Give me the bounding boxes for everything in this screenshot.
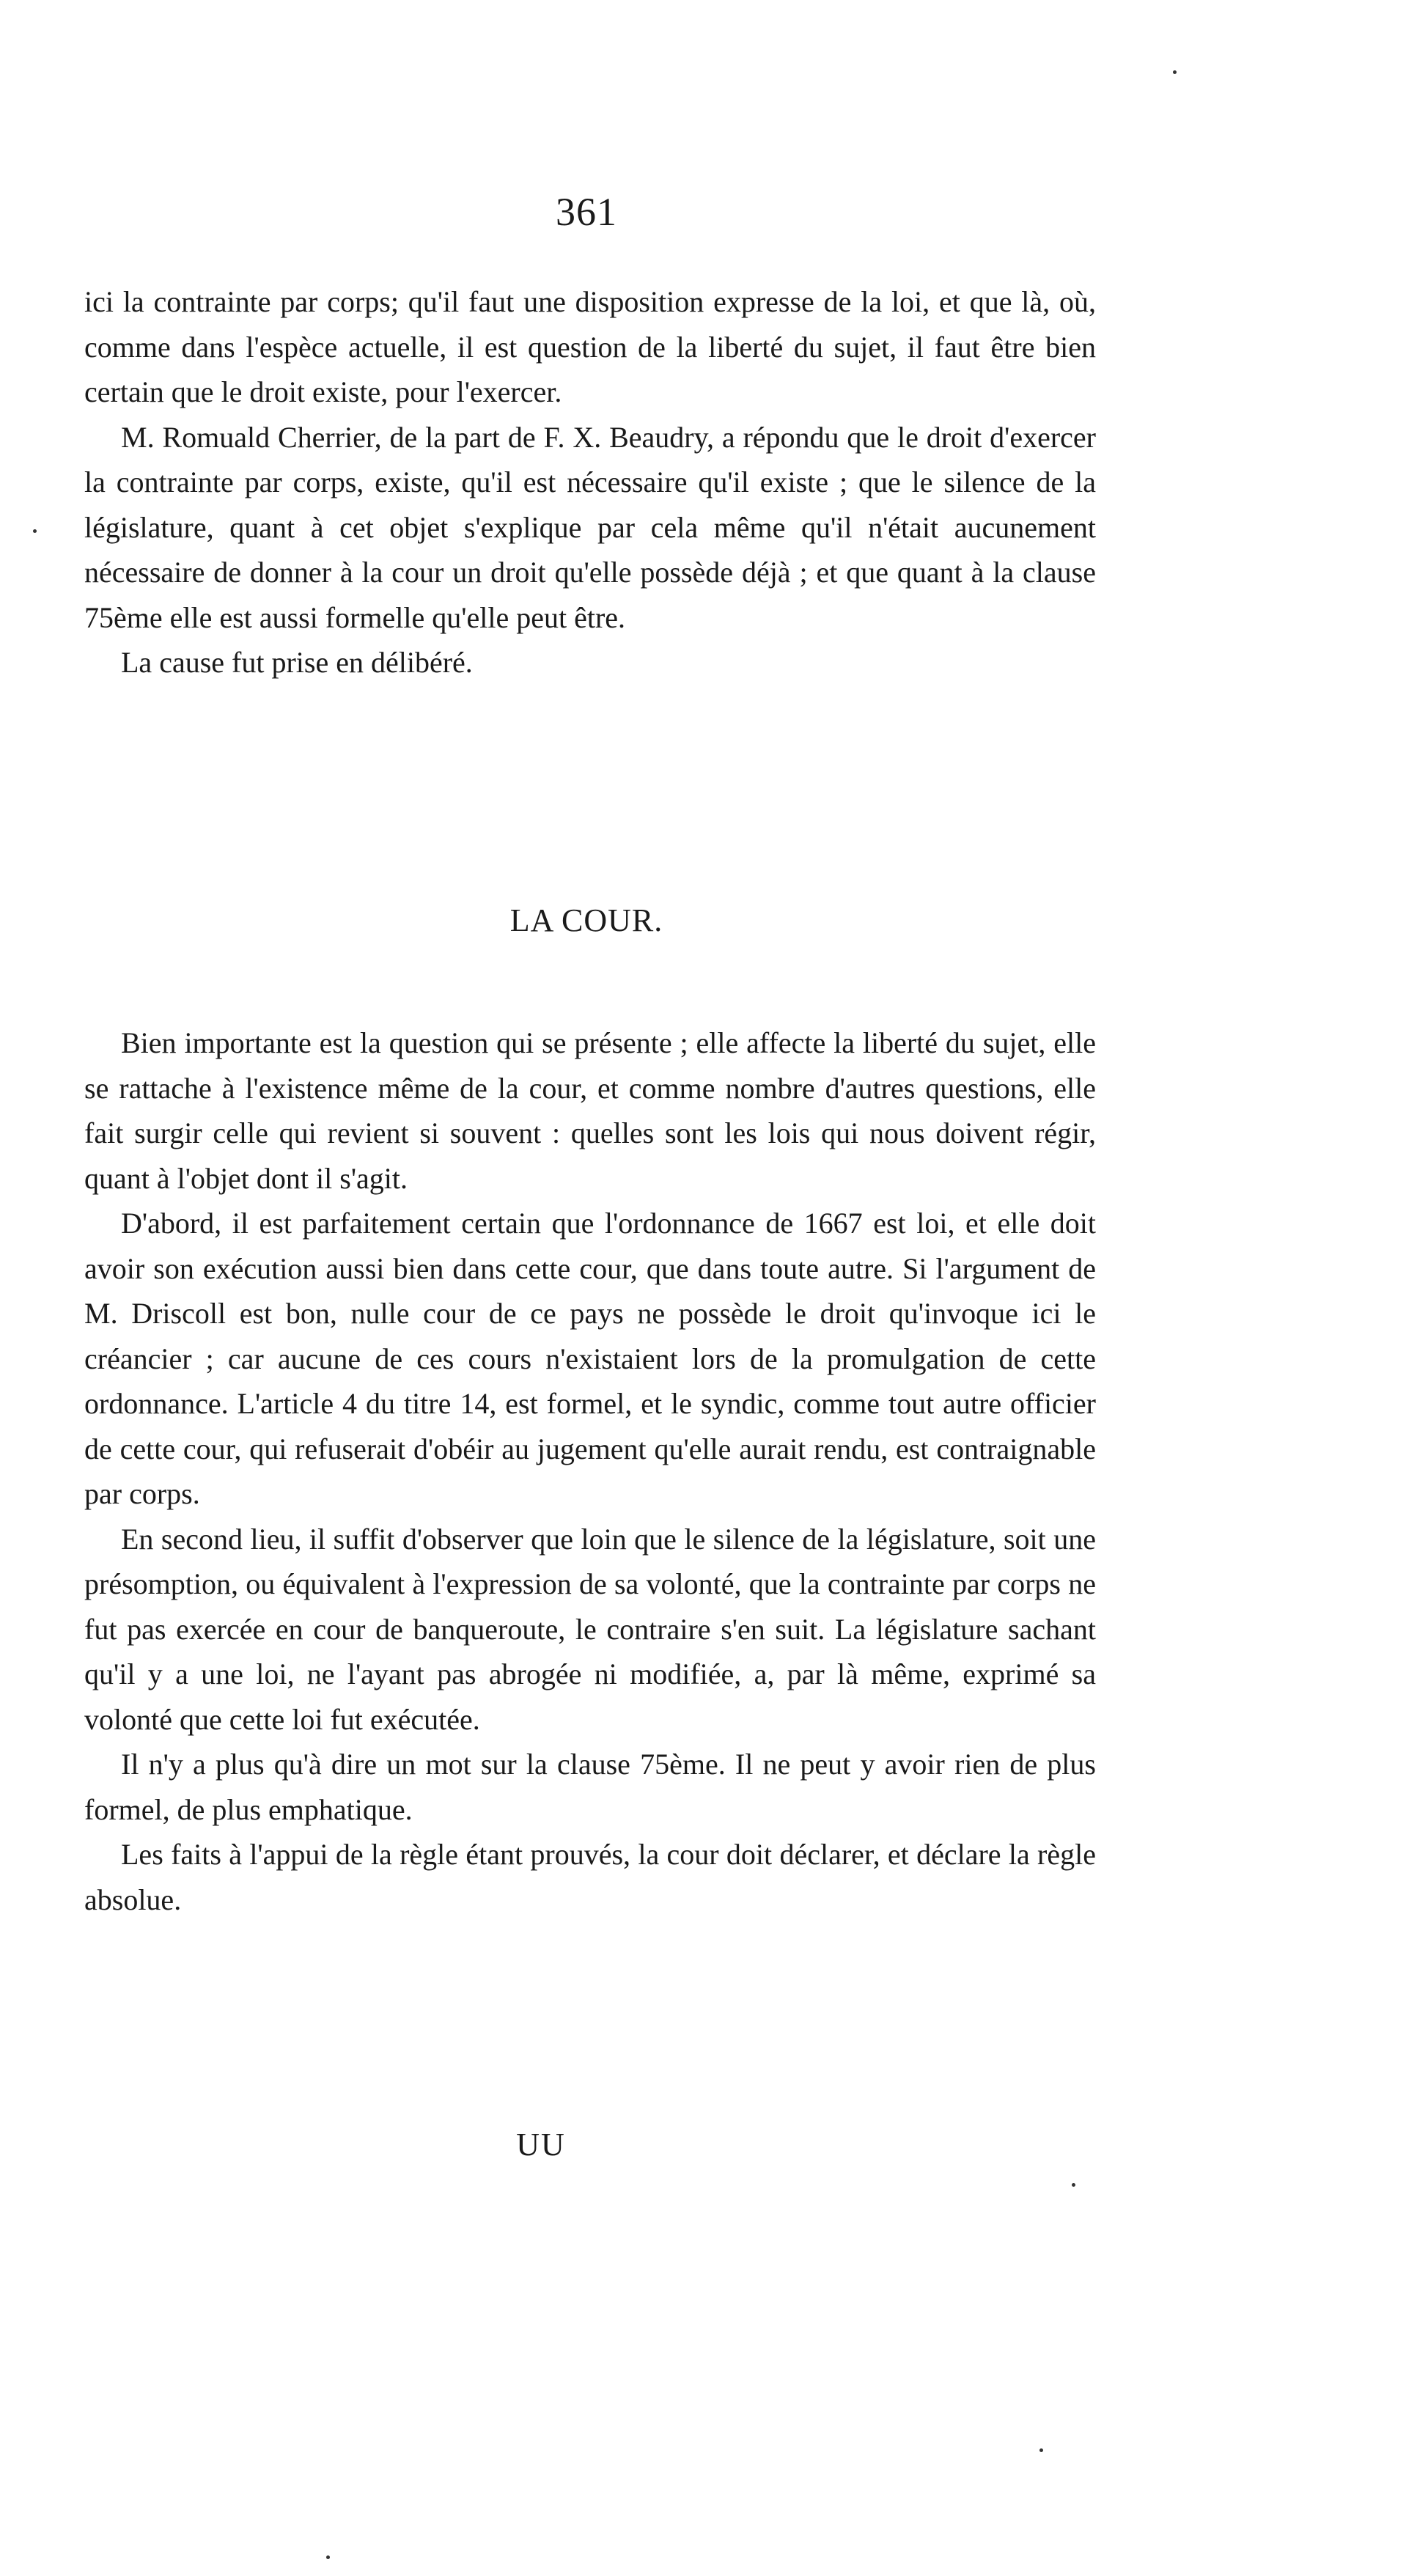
paragraph: Les faits à l'appui de la règle étant prouvés, la cour doit déclarer, et déclare la règle absolue. — [84, 1838, 1096, 1916]
paragraph: ici la contrainte par corps; qu'il faut une disposition expresse de la loi, et que là, où, comme dans l'espèce actuelle, il est question de la liberté du sujet, il faut être bien certain que le droit existe, pour l'exercer. — [84, 285, 1096, 408]
paragraph: D'abord, il est parfaitement certain que l'ordonnance de 1667 est loi, et elle doit avoir son exécution aussi bien dans cette cour, que dans toute autre. Si l'argument de M. Driscoll est bon, nulle cour de ce pays ne possède le droit qu'invoque ici le créancier ; car aucune de ces cours n'existaient lors de la promulgation de cette ordonnance. L'article 4 du titre 14, est formel, et le syndic, comme tout autre officier de cette cour, qui refuserait d'obéir au jugement qu'elle aurait rendu, est contraignable par corps. — [84, 1207, 1096, 1510]
scan-speck — [326, 2555, 330, 2559]
paragraph: Il n'y a plus qu'à dire un mot sur la clause 75ème. Il ne peut y avoir rien de plus formel, de plus emphatique. — [84, 1748, 1096, 1826]
paragraph: Bien importante est la question qui se présente ; elle affecte la liberté du sujet, elle se rattache à l'existence même de la cour, et comme nombre d'autres questions, elle fait surgir celle qui revient si souvent : quelles sont les lois qui nous doivent régir, quant à l'objet dont il s'agit. — [84, 1026, 1096, 1195]
scan-speck — [33, 529, 37, 533]
paragraph: M. Romuald Cherrier, de la part de F. X. Beaudry, a répondu que le droit d'exercer la contrainte par corps, existe, qu'il est nécessaire qu'il existe ; que le silence de la législature, quant à cet objet s'explique par cela même qu'il n'était aucunement nécessaire de donner à la cour un droit qu'elle possède déjà ; et que quant à la clause 75ème elle est aussi formelle qu'elle peut être. — [84, 420, 1096, 634]
text-block-judgment — [84, 1020, 1096, 1922]
page-number: 361 — [556, 190, 617, 234]
scan-speck — [1173, 70, 1177, 74]
signature-mark: UU — [516, 2127, 566, 2163]
scan-speck — [1072, 2183, 1075, 2187]
paragraph: En second lieu, il suffit d'observer que loin que le silence de la législature, soit une présomption, ou équivalent à l'expression de sa volonté, que la contrainte par corps ne fut pas exercée en cour de banqueroute, le contraire s'en suit. La législature sachant qu'il y a une loi, ne l'ayant pas abrogée ni modifiée, a, par là même, exprimé sa volonté que cette loi fut exécutée. — [84, 1522, 1096, 1736]
paragraph: La cause fut prise en délibéré. — [121, 646, 473, 679]
scan-speck — [1039, 2448, 1043, 2452]
section-heading: LA COUR. — [509, 902, 663, 938]
text-block-arguments — [84, 279, 1096, 685]
